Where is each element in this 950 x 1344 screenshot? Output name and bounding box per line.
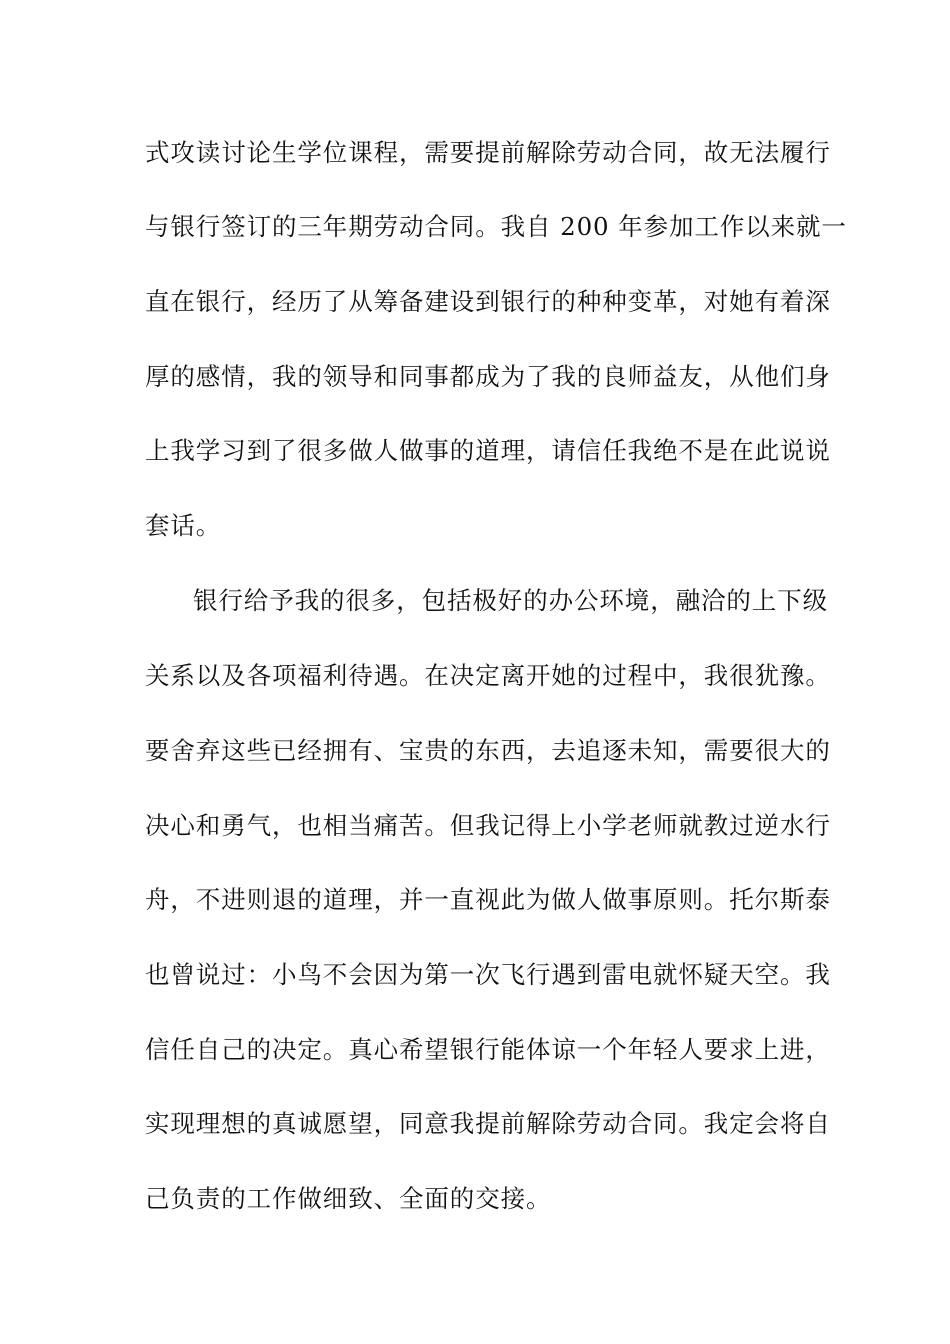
paragraph-1-line-2: 与银行签订的三年期劳动合同。我自 200 年参加工作以来就一 [145, 212, 847, 241]
paragraph-2-line-9: 己负责的工作做细致、全面的交接。 [145, 1184, 552, 1213]
paragraph-2-line-3: 要舍弃这些已经拥有、宝贵的东西，去追逐未知，需要很大的 [145, 736, 831, 765]
paragraph-2-line-2: 关系以及各项福利待遇。在决定离开她的过程中，我很犹豫。 [145, 661, 831, 690]
paragraph-2-line-7: 信任自己的决定。真心希望银行能体谅一个年轻人要求上进， [145, 1035, 831, 1064]
paragraph-2-line-6: 也曾说过：小鸟不会因为第一次飞行遇到雷电就怀疑天空。我 [145, 960, 831, 989]
paragraph-1-line-1: 式攻读讨论生学位课程，需要提前解除劳动合同，故无法履行 [145, 138, 831, 167]
paragraph-1-line-5: 上我学习到了很多做人做事的道理，请信任我绝不是在此说说 [145, 436, 831, 465]
paragraph-2-line-4: 决心和勇气，也相当痛苦。但我记得上小学老师就教过逆水行 [145, 811, 831, 840]
paragraph-2-line-5: 舟，不进则退的道理，并一直视此为做人做事原则。托尔斯泰 [145, 885, 831, 914]
paragraph-1-line-3: 直在银行，经历了从筹备建设到银行的种种变革，对她有着深 [145, 287, 831, 316]
paragraph-1-line-4: 厚的感情，我的领导和同事都成为了我的良师益友，从他们身 [145, 362, 831, 391]
paragraph-2-line-8: 实现理想的真诚愿望，同意我提前解除劳动合同。我定会将自 [145, 1109, 831, 1138]
paragraph-2-line-1: 银行给予我的很多，包括极好的办公环境，融洽的上下级 [193, 586, 828, 615]
paragraph-1-line-6: 套话。 [145, 511, 222, 540]
